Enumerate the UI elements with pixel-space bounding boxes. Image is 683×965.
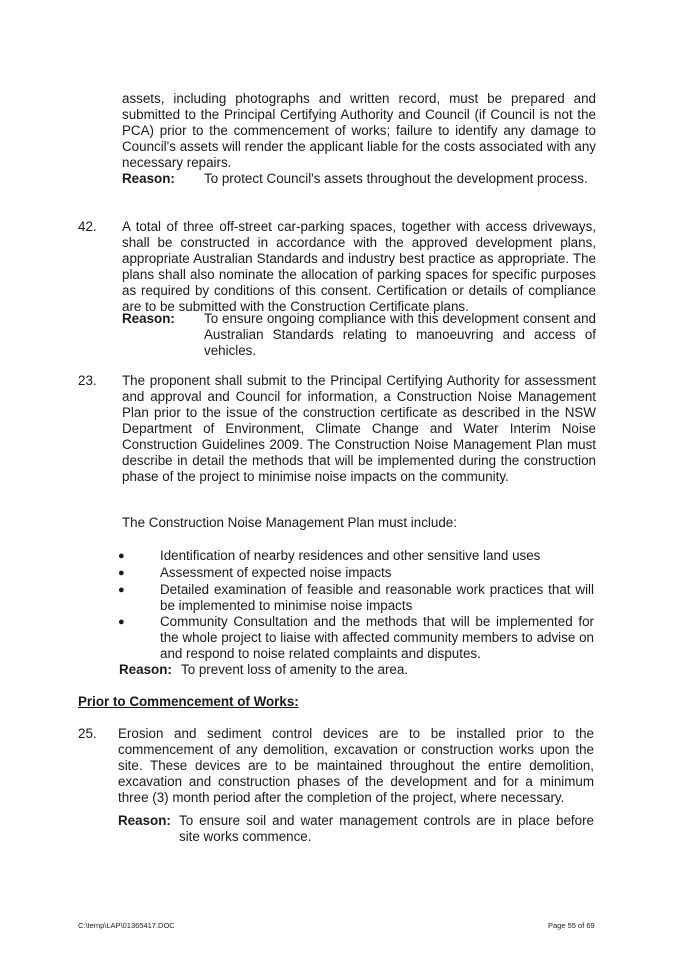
reason-text: To prevent loss of amenity to the area. bbox=[181, 662, 409, 677]
item-42-paragraph: A total of three off-street car-parking spaces, together with access driveways, shall be constructed in accordance with the approved development plans, appropriate Australian Standards and industry best practice as appropriate. The plans shall also nominate the allocation of parking spaces for specific purposes as required by conditions of this consent. Certification or details of compliance are to be submitted with the Construction Certificate plans. bbox=[122, 219, 596, 314]
item-number-42: 42. bbox=[78, 219, 97, 234]
reason-label: Reason: bbox=[122, 311, 175, 326]
footer-page-number: Page 55 of 69 bbox=[548, 921, 595, 930]
bullet-icon: ● bbox=[118, 584, 125, 596]
reason-text: To protect Council's assets throughout the development process. bbox=[204, 171, 588, 186]
reason-label: Reason: bbox=[118, 813, 171, 828]
reason-text: To ensure soil and water management controls are in place before site works commence. bbox=[179, 813, 594, 844]
intro-paragraph: assets, including photographs and written record, must be prepared and submitted to the Principal Certifying Authority and Council (if Council is not the PCA) prior to the commencement of works; failure to identify any damage to Council's assets will render the applicant liable for the costs associated with any necessary repairs. bbox=[122, 91, 596, 170]
item-23-reason bbox=[119, 662, 593, 678]
reason-text: To ensure ongoing compliance with this development consent and Australian Standards relating to manoeuvring and access of vehicles. bbox=[204, 311, 596, 358]
intro-reason bbox=[122, 171, 596, 203]
item-23-paragraph: The proponent shall submit to the Principal Certifying Authority for assessment and approval and Council for information, a Construction Noise Management Plan prior to the issue of the construction certificate as described in the NSW Department of Environment, Climate Change and Water Interim Noise Construction Guidelines 2009. The Construction Noise Management Plan must describe in detail the methods that will be implemented during the construction phase of the project to minimise noise impacts on the community. bbox=[122, 373, 596, 484]
list-item: Assessment of expected noise impacts bbox=[160, 565, 392, 580]
item-25-reason bbox=[118, 813, 594, 845]
bullet-icon: ● bbox=[118, 567, 125, 579]
item-number-25: 25. bbox=[78, 726, 97, 741]
reason-label: Reason: bbox=[119, 662, 172, 677]
item-23-intro-line: The Construction Noise Management Plan must include: bbox=[122, 515, 457, 530]
list-item: Detailed examination of feasible and reasonable work practices that will be implemented to minimise noise impacts bbox=[160, 582, 594, 613]
footer-file-path: C:\temp\LAP\01365417.DOC bbox=[78, 921, 175, 930]
item-number-23: 23. bbox=[78, 373, 97, 388]
list-item: Identification of nearby residences and other sensitive land uses bbox=[160, 548, 541, 563]
list-item: Community Consultation and the methods that will be implemented for the whole project to liaise with affected community members to advise on and respond to noise related complaints and disputes. bbox=[160, 614, 594, 661]
reason-label: Reason: bbox=[122, 171, 175, 186]
section-heading: Prior to Commencement of Works: bbox=[78, 694, 299, 709]
item-25-paragraph: Erosion and sediment control devices are to be installed prior to the commencement of any demolition, excavation or construction works upon the site. These devices are to be maintained throughout the entire demolition, excavation and construction phases of the development and for a minimum three (3) month period after the completion of the project, where necessary. bbox=[118, 726, 594, 805]
bullet-icon: ● bbox=[118, 550, 125, 562]
item-42-reason bbox=[122, 311, 596, 359]
bullet-icon: ● bbox=[118, 616, 125, 628]
